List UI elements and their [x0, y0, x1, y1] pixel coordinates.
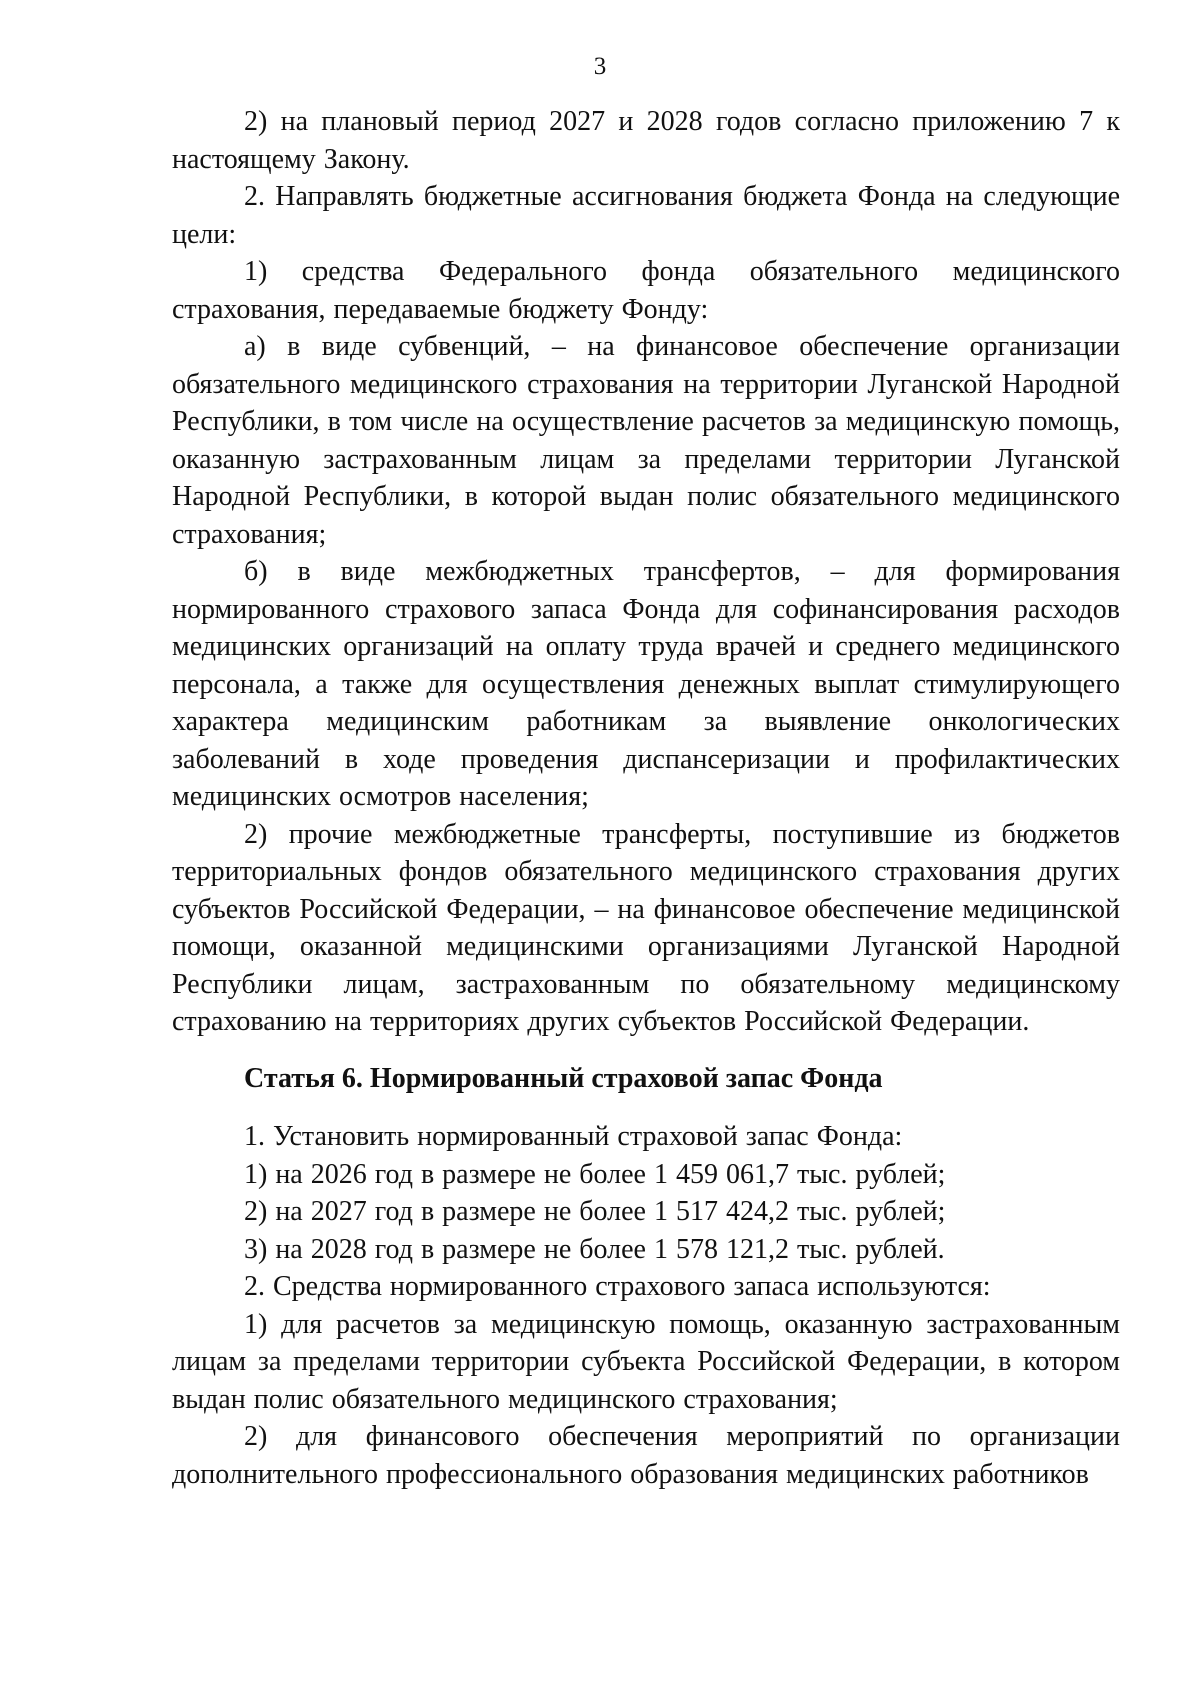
- paragraph-planning-period: 2) на плановый период 2027 и 2028 годов согласно приложению 7 к настоящему Закону.: [172, 106, 1120, 175]
- paragraph-usage-education: 2) для финансового обеспечения мероприятий по организации дополнительного профессионального образования медицинских работников: [172, 1421, 1120, 1490]
- paragraph-interbudget-transfers: б) в виде межбюджетных трансфертов, – для формирования нормированного страхового запаса Фонда для софинансирования расходов медицинских организаций на оплату труда врачей и среднего медицинского персонала, а также для осуществления денежных выплат стимулирующего характера медицинским работникам за выявление онкологических заболеваний в ходе проведения диспансеризации и профилактических медицинских осмотров населения;: [172, 556, 1120, 812]
- document-body: [172, 103, 1120, 1493]
- page-number: 3: [593, 53, 607, 80]
- paragraph-reserve-usage: 2. Средства нормированного страхового запаса используются:: [244, 1271, 991, 1302]
- article-heading: Статья 6. Нормированный страховой запас Фонда: [244, 1062, 883, 1094]
- paragraph-reserve-2027: 2) на 2027 год в размере не более 1 517 424,2 тыс. рублей;: [244, 1196, 946, 1227]
- paragraph-reserve-2028: 3) на 2028 год в размере не более 1 578 121,2 тыс. рублей.: [244, 1233, 945, 1265]
- paragraph-other-transfers: 2) прочие межбюджетные трансферты, поступившие из бюджетов территориальных фондов обязательного медицинского страхования других субъектов Российской Федерации, – на финансовое обеспечение медицинской помощи, оказанной медицинскими организациями Луганской Народной Республики лицам, застрахованным по обязательному медицинскому страхованию на территориях других субъектов Российской Федерации.: [172, 818, 1120, 1037]
- paragraph-reserve-2026: 1) на 2026 год в размере не более 1 459 061,7 тыс. рублей;: [244, 1158, 946, 1190]
- paragraph-budget-allocations: 2. Направлять бюджетные ассигнования бюджета Фонда на следующие цели:: [172, 181, 1120, 250]
- paragraph-usage-settlements: 1) для расчетов за медицинскую помощь, оказанную застрахованным лицам за пределами территории субъекта Российской Федерации, в котором выдан полис обязательного медицинского страхования;: [172, 1308, 1120, 1415]
- paragraph-federal-fund: 1) средства Федерального фонда обязательного медицинского страхования, передаваемые бюджету Фонду:: [172, 256, 1120, 325]
- paragraph-reserve-establish: 1. Установить нормированный страховой запас Фонда:: [244, 1121, 903, 1152]
- paragraph-subventions: а) в виде субвенций, – на финансовое обеспечение организации обязательного медицинского страхования на территории Луганской Народной Республики, в том числе на осуществление расчетов за медицинскую помощь, оказанную застрахованным лицам за пределами территории Луганской Народной Республики, в которой выдан полис обязательного медицинского страхования;: [172, 331, 1120, 550]
